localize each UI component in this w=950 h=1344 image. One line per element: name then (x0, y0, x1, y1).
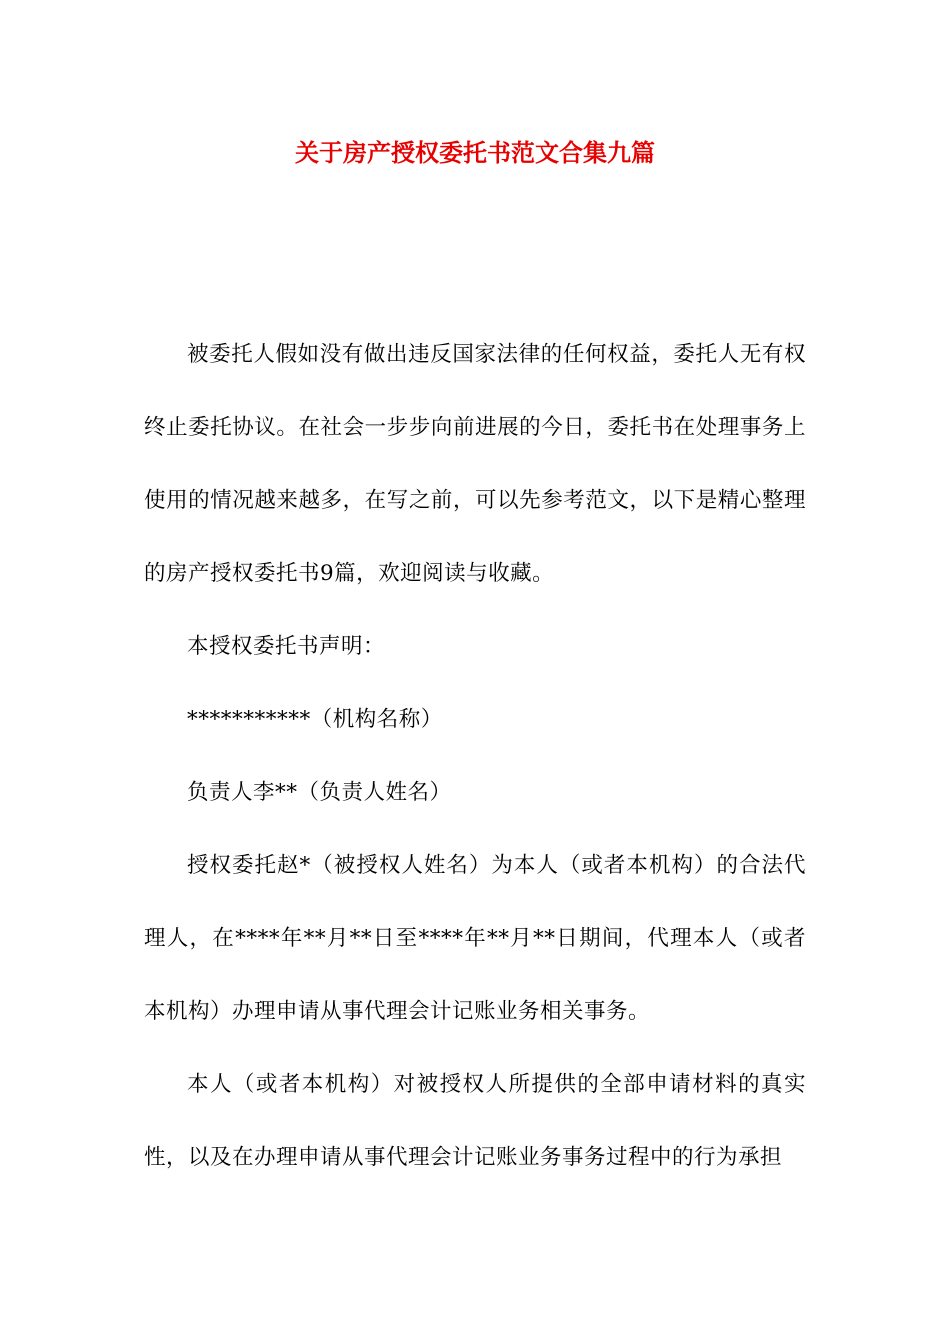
paragraph-declaration: 本授权委托书声明： (187, 634, 386, 659)
paragraph-responsible-person: 负责人李**（负责人姓名） (187, 780, 452, 805)
document-title: 关于房产授权委托书范文合集九篇 (295, 139, 655, 167)
paragraph-responsibility: 本人（或者本机构）对被授权人所提供的全部申请材料的真实性，以及在办理申请从事代理会计记账业务事务过程中的行为承担 (144, 1072, 806, 1170)
document-body (144, 318, 806, 1194)
paragraph-authorization: 授权委托赵*（被授权人姓名）为本人（或者本机构）的合法代理人，在****年**月**日至****年**月**日期间，代理本人（或者本机构）办理申请从事代理会计记账业务相关事务。 (144, 853, 806, 1024)
paragraph-organization: ***********（机构名称） (187, 707, 443, 732)
paragraph-intro: 被委托人假如没有做出违反国家法律的任何权益，委托人无有权终止委托协议。在社会一步步向前进展的今日，委托书在处理事务上使用的情况越来越多，在写之前，可以先参考范文，以下是精心整理的房产授权委托书9篇，欢迎阅读与收藏。 (144, 342, 806, 586)
